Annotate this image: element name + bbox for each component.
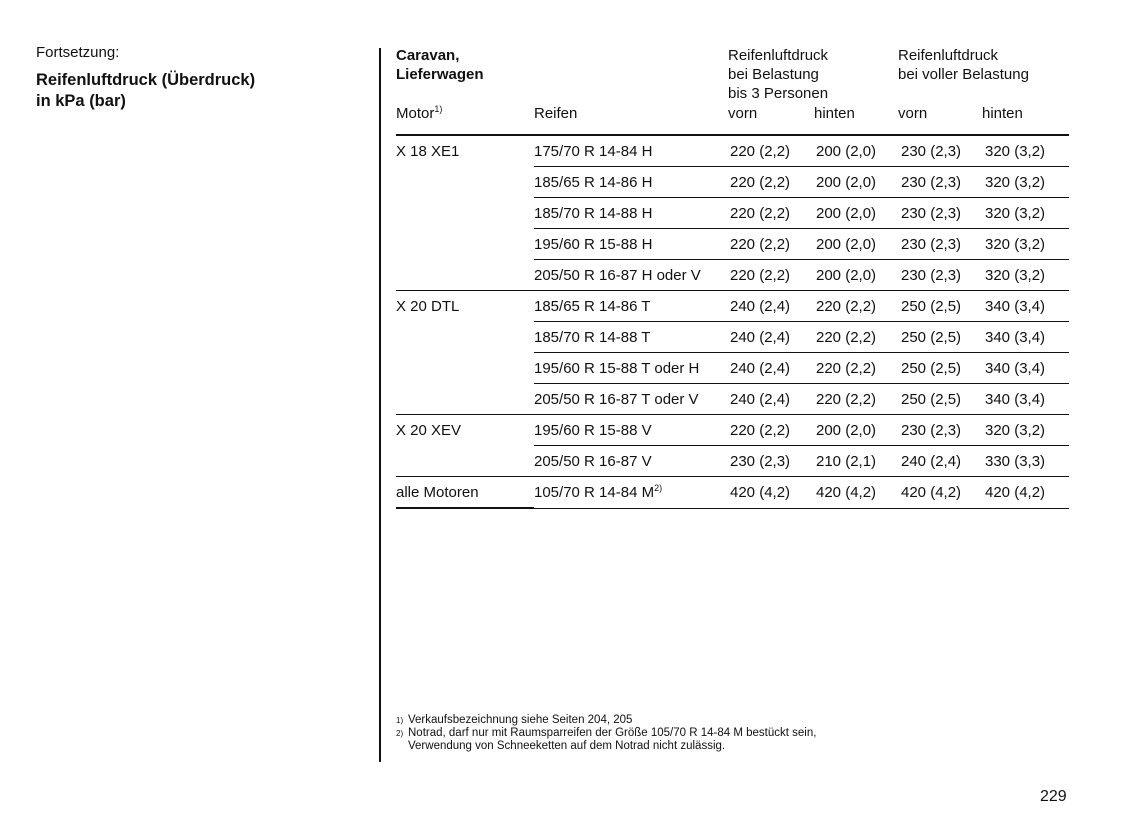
vehicle-heading-line2: Lieferwagen [396, 66, 484, 83]
rear-partial-cell: 220 (2,2) [816, 353, 901, 384]
tyre-cell: 185/70 R 14-88 H [534, 198, 730, 229]
table-row [396, 384, 1069, 415]
rear-full-cell: 340 (3,4) [985, 353, 1069, 384]
col-header-motor [396, 104, 442, 123]
vehicle-heading [396, 46, 484, 84]
motor-cell [396, 167, 534, 198]
tyre-cell: 185/70 R 14-88 T [534, 322, 730, 353]
full-load-heading [898, 46, 1029, 84]
rear-full-cell: 320 (3,2) [985, 198, 1069, 229]
motor-cell [396, 198, 534, 229]
tyre-cell: 195/60 R 15-88 H [534, 229, 730, 260]
front-partial-cell: 220 (2,2) [730, 135, 816, 167]
tyre-cell: 205/50 R 16-87 T oder V [534, 384, 730, 415]
tyre-cell: 185/65 R 14-86 H [534, 167, 730, 198]
table-row [396, 322, 1069, 353]
partial-load-heading-line1: Reifenluftdruck [728, 47, 829, 64]
motor-cell [396, 353, 534, 384]
vehicle-heading-line1: Caravan, [396, 47, 460, 64]
rear-full-cell: 320 (3,2) [985, 229, 1069, 260]
continuation-label: Fortsetzung: [36, 44, 120, 61]
motor-cell [396, 322, 534, 353]
col-header-front-full: vorn [898, 105, 928, 122]
footnote-2: 2) Notrad, darf nur mit Raumsparreifen der Größe 105/70 R 14-84 M bestückt sein, [396, 727, 817, 739]
partial-load-heading-line3: bis 3 Personen [728, 85, 829, 102]
vertical-divider [379, 48, 381, 762]
table-row [396, 477, 1069, 509]
front-partial-cell: 420 (4,2) [730, 477, 816, 509]
front-partial-cell: 240 (2,4) [730, 322, 816, 353]
rear-partial-cell: 200 (2,0) [816, 229, 901, 260]
motor-cell: X 18 XE1 [396, 135, 534, 167]
full-load-heading-line2: bei voller Belastung [898, 66, 1029, 83]
front-full-cell: 240 (2,4) [901, 446, 985, 477]
tyre-cell: 195/60 R 15-88 V [534, 415, 730, 446]
rear-full-cell: 320 (3,2) [985, 135, 1069, 167]
front-full-cell: 230 (2,3) [901, 260, 985, 291]
footnotes [396, 714, 816, 753]
section-title-line2: in kPa (bar) [36, 92, 126, 110]
motor-cell: X 20 XEV [396, 421, 462, 439]
front-full-cell: 230 (2,3) [901, 167, 985, 198]
front-full-cell: 250 (2,5) [901, 291, 985, 322]
rear-partial-cell: 200 (2,0) [816, 167, 901, 198]
partial-load-heading [728, 46, 828, 103]
table-row [396, 353, 1069, 384]
front-full-cell: 250 (2,5) [901, 322, 985, 353]
rear-full-cell: 340 (3,4) [985, 384, 1069, 415]
tyre-cell: 105/70 R 14-84 $M^{2)}$ [534, 477, 730, 509]
rear-partial-cell: 220 (2,2) [816, 322, 901, 353]
tyre-footnote-ref: 2) [654, 482, 663, 493]
table-row [396, 415, 1069, 446]
table-row [396, 198, 1069, 229]
rear-partial-cell: 210 (2,1) [816, 446, 901, 477]
table-row [396, 229, 1069, 260]
col-header-motor-label: Motor [396, 105, 435, 122]
motor-cell [396, 260, 534, 291]
tyre-cell: 205/50 R 16-87 H oder V [534, 260, 730, 291]
tyre-cell: 195/60 R 15-88 T oder H [534, 353, 730, 384]
front-partial-cell: 220 (2,2) [730, 167, 816, 198]
motor-footnote-ref: 1) [434, 104, 443, 114]
full-load-heading-line1: Reifenluftdruck [898, 47, 999, 64]
page-number: 229 [1040, 788, 1067, 805]
table-row [396, 135, 1069, 167]
rear-full-cell: 320 (3,2) [985, 167, 1069, 198]
rear-partial-cell: 200 (2,0) [816, 135, 901, 167]
front-partial-cell: 220 (2,2) [730, 229, 816, 260]
rear-full-cell: 340 (3,4) [985, 291, 1069, 322]
table-row [396, 446, 1069, 477]
front-full-cell: 250 (2,5) [901, 353, 985, 384]
motor-cell: alle Motoren [396, 477, 534, 509]
tyre-pressure-table [396, 134, 1069, 509]
front-partial-cell: 220 (2,2) [730, 260, 816, 291]
tyre-cell: 175/70 R 14-84 H [534, 135, 730, 167]
motor-cell [396, 229, 534, 260]
front-full-cell: 250 (2,5) [901, 384, 985, 415]
col-header-tyres: Reifen [534, 105, 578, 122]
motor-cell [396, 384, 534, 415]
footnote-1: 1) Verkaufsbezeichnung siehe Seiten 204, 205 [396, 714, 633, 726]
table-row [396, 260, 1069, 291]
front-partial-cell: 240 (2,4) [730, 384, 816, 415]
rear-partial-cell: 220 (2,2) [816, 291, 901, 322]
rear-partial-cell: 200 (2,0) [816, 415, 901, 446]
front-partial-cell: 220 (2,2) [730, 415, 816, 446]
rear-full-cell: 330 (3,3) [985, 446, 1069, 477]
sidebar [36, 44, 336, 112]
rear-full-cell: 340 (3,4) [985, 322, 1069, 353]
table-row [396, 167, 1069, 198]
front-full-cell: 420 (4,2) [901, 477, 985, 509]
rear-full-cell: 420 (4,2) [985, 477, 1069, 509]
front-full-cell: 230 (2,3) [901, 135, 985, 167]
col-header-rear-partial: hinten [814, 105, 855, 122]
col-header-front-partial: vorn [728, 105, 758, 122]
motor-cell [396, 446, 534, 477]
rear-partial-cell: 420 (4,2) [816, 477, 901, 509]
partial-load-heading-line2: bei Belastung [728, 66, 819, 83]
rear-partial-cell: 200 (2,0) [816, 198, 901, 229]
footnote-2-continued: Verwendung von Schneeketten auf dem Notrad nicht zulässig. [408, 740, 726, 752]
front-full-cell: 230 (2,3) [901, 198, 985, 229]
front-partial-cell: 230 (2,3) [730, 446, 816, 477]
rear-full-cell: 320 (3,2) [985, 260, 1069, 291]
motor-cell: X 20 DTL [396, 297, 460, 315]
front-partial-cell: 220 (2,2) [730, 198, 816, 229]
tyre-cell: 205/50 R 16-87 V [534, 446, 730, 477]
front-partial-cell: 240 (2,4) [730, 291, 816, 322]
front-full-cell: 230 (2,3) [901, 229, 985, 260]
rear-partial-cell: 200 (2,0) [816, 260, 901, 291]
table-row [396, 291, 1069, 322]
front-full-cell: 230 (2,3) [901, 415, 985, 446]
section-title-line1: Reifenluftdruck (Überdruck) [36, 71, 256, 89]
col-header-rear-full: hinten [982, 105, 1023, 122]
front-partial-cell: 240 (2,4) [730, 353, 816, 384]
tyre-cell: 185/65 R 14-86 T [534, 291, 730, 322]
rear-partial-cell: 220 (2,2) [816, 384, 901, 415]
rear-full-cell: 320 (3,2) [985, 415, 1069, 446]
